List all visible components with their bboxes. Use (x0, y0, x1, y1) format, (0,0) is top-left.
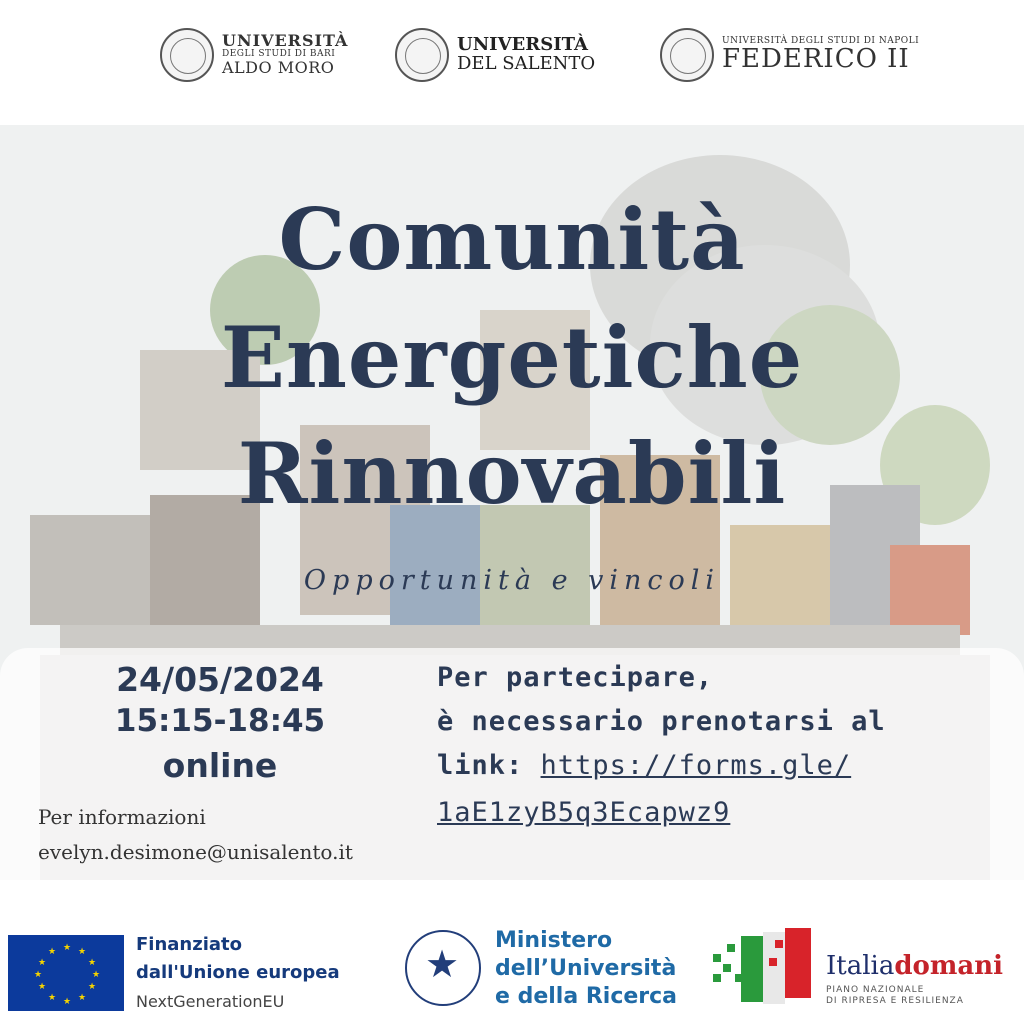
event-time: 15:15-18:45 (114, 703, 326, 739)
registration-link-part1[interactable]: https://forms.gle/ (540, 750, 852, 781)
italiadomani-suffix: domani (894, 951, 1004, 981)
italiadomani-flag-icon (713, 928, 813, 1008)
logo-unina (660, 24, 919, 86)
cta-line2: è necessario prenotarsi al (437, 706, 886, 737)
uniba-line3: ALDO MORO (222, 57, 335, 77)
cta-link-prefix: link: (437, 750, 541, 781)
eu-line3: NextGenerationEU (136, 992, 285, 1011)
cta-line1: Per partecipare, (437, 662, 714, 693)
subtitle: Opportunità e vincoli (303, 565, 721, 596)
cta-line3 (437, 750, 851, 781)
registration-link-part2[interactable]: 1aE1zyB5q3Ecapwz9 (437, 797, 731, 828)
uniba-line2: DEGLI STUDI DI BARI (222, 49, 336, 60)
unisalento-line1: UNIVERSITÀ (457, 34, 589, 56)
eu-flag-icon: ★ ★ ★ ★ ★ ★ ★ ★ ★ ★ ★ ★ (8, 935, 124, 1011)
uniba-line1: UNIVERSITÀ (222, 31, 349, 51)
italiadomani-sub1: PIANO NAZIONALE (826, 985, 925, 995)
unisalento-line2: DEL SALENTO (457, 53, 596, 74)
info-email[interactable]: evelyn.desimone@unisalento.it (38, 840, 353, 864)
unina-line2: FEDERICO II (722, 44, 910, 75)
title-line2: Energetiche (220, 308, 804, 407)
unisalento-seal-icon (395, 28, 449, 82)
logo-uniba (160, 24, 348, 86)
ministry-line2: dell’Università (495, 956, 677, 981)
eu-line1: Finanziato (136, 934, 243, 955)
italiadomani-sub2: DI RIPRESA E RESILIENZA (826, 996, 964, 1006)
italiadomani-prefix: Italia (826, 951, 895, 981)
unina-line1: UNIVERSITÀ DEGLI STUDI DI NAPOLI (722, 35, 920, 46)
ministry-line3: e della Ricerca (495, 984, 678, 1009)
header-logos (0, 0, 1024, 125)
title-line1: Comunità (278, 190, 746, 289)
uniba-seal-icon (160, 28, 214, 82)
italiadomani-wordmark (826, 951, 1003, 981)
republic-emblem-icon (405, 930, 481, 1006)
logo-unisalento (395, 24, 595, 86)
unina-seal-icon (660, 28, 714, 82)
title-line3: Rinnovabili (237, 424, 787, 523)
event-mode: online (162, 746, 278, 785)
ministry-line1: Ministero (495, 928, 613, 953)
event-date: 24/05/2024 (116, 660, 324, 699)
cta-line4 (437, 797, 730, 828)
info-label: Per informazioni (38, 805, 206, 829)
eu-line2: dall'Unione europea (136, 962, 340, 983)
